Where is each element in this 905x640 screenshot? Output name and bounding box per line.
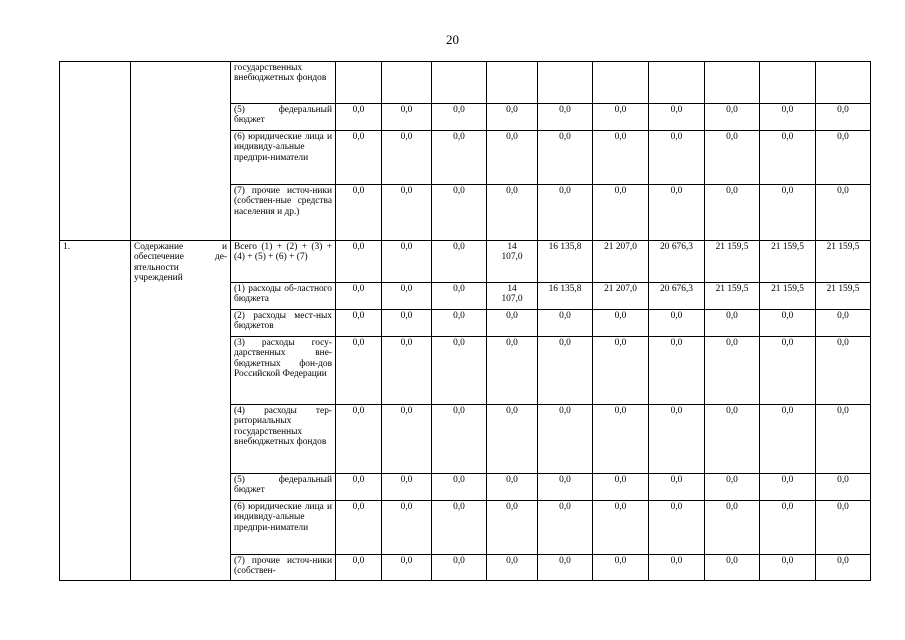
value-cell: 21 207,0 — [593, 283, 649, 310]
value-cell: 0,0 — [382, 104, 432, 131]
value-line: 107,0 — [501, 294, 523, 305]
value-cell: 0,0 — [382, 474, 432, 501]
value-cell: 0,0 — [593, 555, 649, 581]
value-cell: 0,0 — [432, 501, 487, 555]
value-cell: 21 159,5 — [705, 241, 760, 283]
value-cell — [816, 62, 871, 104]
source-cell: (2) расходы мест-ных бюджетов — [231, 310, 336, 337]
value-cell: 0,0 — [593, 337, 649, 405]
value-cell — [538, 62, 593, 104]
value-cell: 0,0 — [382, 185, 432, 241]
value-cell: 0,0 — [336, 131, 382, 185]
value-cell: 0,0 — [336, 283, 382, 310]
value-cell: 0,0 — [382, 283, 432, 310]
value-cell: 16 135,8 — [538, 241, 593, 283]
value-cell: 0,0 — [336, 241, 382, 283]
value-cell: 0,0 — [816, 104, 871, 131]
value-cell: 0,0 — [382, 310, 432, 337]
source-cell: (4) расходы тер-риториальных государственных внебюджетных фондов — [231, 405, 336, 474]
value-cell: 0,0 — [760, 104, 816, 131]
value-cell: 0,0 — [432, 474, 487, 501]
table-row — [60, 62, 871, 104]
value-cell: 0,0 — [705, 474, 760, 501]
value-cell: 0,0 — [649, 555, 705, 581]
value-cell: 0,0 — [705, 555, 760, 581]
value-line: 14 — [507, 284, 517, 294]
value-cell: 0,0 — [649, 185, 705, 241]
value-cell: 0,0 — [382, 131, 432, 185]
budget-table — [59, 61, 871, 581]
value-cell: 21 159,5 — [760, 241, 816, 283]
value-cell — [382, 62, 432, 104]
value-cell — [705, 62, 760, 104]
value-cell: 0,0 — [593, 474, 649, 501]
value-line: 14 — [507, 242, 517, 252]
value-cell: 0,0 — [336, 405, 382, 474]
value-cell: 0,0 — [760, 405, 816, 474]
value-cell: 16 135,8 — [538, 283, 593, 310]
value-cell: 0,0 — [538, 104, 593, 131]
value-cell: 0,0 — [705, 405, 760, 474]
value-cell: 0,0 — [538, 310, 593, 337]
source-cell: (7) прочие источ-ники (собствен-ные средства населения и др.) — [231, 185, 336, 241]
source-cell: (1) расходы об-ластного бюджета — [231, 283, 336, 310]
value-cell — [649, 62, 705, 104]
value-cell: 0,0 — [538, 501, 593, 555]
value-cell: 0,0 — [760, 337, 816, 405]
value-cell: 0,0 — [487, 310, 538, 337]
value-cell: 0,0 — [432, 310, 487, 337]
value-cell: 0,0 — [538, 337, 593, 405]
value-cell — [336, 62, 382, 104]
value-cell: 0,0 — [487, 185, 538, 241]
value-cell — [487, 241, 538, 283]
value-cell: 0,0 — [538, 555, 593, 581]
source-cell: (5) федеральный бюджет — [231, 104, 336, 131]
value-cell: 0,0 — [649, 501, 705, 555]
value-cell: 0,0 — [336, 474, 382, 501]
value-cell — [760, 62, 816, 104]
value-cell: 0,0 — [705, 310, 760, 337]
value-cell: 0,0 — [538, 474, 593, 501]
value-cell — [432, 62, 487, 104]
value-cell: 0,0 — [538, 131, 593, 185]
value-cell: 0,0 — [593, 131, 649, 185]
value-cell: 0,0 — [487, 474, 538, 501]
value-cell: 0,0 — [593, 310, 649, 337]
value-cell: 0,0 — [705, 337, 760, 405]
value-cell: 0,0 — [593, 405, 649, 474]
value-cell: 0,0 — [649, 474, 705, 501]
value-cell: 0,0 — [816, 501, 871, 555]
value-cell: 21 159,5 — [705, 283, 760, 310]
value-cell — [487, 62, 538, 104]
value-cell: 0,0 — [382, 241, 432, 283]
value-cell: 20 676,3 — [649, 241, 705, 283]
value-cell: 0,0 — [760, 131, 816, 185]
value-cell: 0,0 — [538, 405, 593, 474]
value-cell: 0,0 — [336, 555, 382, 581]
value-cell: 0,0 — [487, 131, 538, 185]
value-cell: 0,0 — [593, 104, 649, 131]
value-cell: 0,0 — [649, 405, 705, 474]
source-cell: (6) юридические лица и индивиду-альные предпри-ниматели — [231, 501, 336, 555]
value-cell: 0,0 — [432, 555, 487, 581]
name-cell — [131, 62, 231, 241]
value-cell: 0,0 — [538, 185, 593, 241]
item-name-cell: Содержание и обеспечение де-ятельности учреждений — [131, 241, 231, 581]
value-cell: 0,0 — [336, 501, 382, 555]
value-cell: 20 676,3 — [649, 283, 705, 310]
value-cell: 0,0 — [432, 405, 487, 474]
value-cell: 0,0 — [816, 185, 871, 241]
page-number: 20 — [446, 32, 459, 47]
value-cell: 0,0 — [432, 104, 487, 131]
value-cell: 21 159,5 — [816, 241, 871, 283]
value-cell — [487, 283, 538, 310]
value-cell: 0,0 — [336, 104, 382, 131]
value-cell: 0,0 — [382, 405, 432, 474]
value-cell: 0,0 — [760, 474, 816, 501]
value-cell: 0,0 — [649, 131, 705, 185]
source-cell: (5) федеральный бюджет — [231, 474, 336, 501]
value-cell: 0,0 — [649, 104, 705, 131]
value-cell: 0,0 — [760, 555, 816, 581]
number-cell — [60, 62, 131, 241]
source-cell: (3) расходы госу-дарственных вне-бюджетных фон-дов Российской Федерации — [231, 337, 336, 405]
value-cell: 0,0 — [649, 310, 705, 337]
value-cell: 0,0 — [432, 241, 487, 283]
value-cell: 0,0 — [816, 555, 871, 581]
value-cell: 0,0 — [432, 185, 487, 241]
value-cell: 0,0 — [487, 104, 538, 131]
value-cell: 0,0 — [382, 501, 432, 555]
value-cell: 0,0 — [593, 185, 649, 241]
value-cell: 0,0 — [816, 310, 871, 337]
value-cell: 0,0 — [432, 283, 487, 310]
value-cell: 0,0 — [760, 185, 816, 241]
value-cell: 0,0 — [760, 501, 816, 555]
source-cell: государственных внебюджетных фондов — [231, 62, 336, 104]
value-cell: 0,0 — [705, 185, 760, 241]
value-cell: 0,0 — [816, 474, 871, 501]
value-cell: 0,0 — [816, 337, 871, 405]
value-line: 107,0 — [501, 252, 523, 263]
value-cell: 0,0 — [487, 337, 538, 405]
value-cell: 0,0 — [816, 131, 871, 185]
value-cell: 0,0 — [705, 131, 760, 185]
value-cell — [593, 62, 649, 104]
value-cell: 0,0 — [705, 501, 760, 555]
source-cell: (6) юридические лица и индивиду-альные предпри-ниматели — [231, 131, 336, 185]
table-row — [60, 241, 871, 283]
value-cell: 0,0 — [382, 337, 432, 405]
value-cell: 0,0 — [432, 337, 487, 405]
value-cell: 0,0 — [336, 185, 382, 241]
value-cell: 21 207,0 — [593, 241, 649, 283]
value-cell: 0,0 — [432, 131, 487, 185]
source-cell: Всего (1) + (2) + (3) + (4) + (5) + (6) + (7) — [231, 241, 336, 283]
value-cell: 0,0 — [336, 337, 382, 405]
value-cell: 0,0 — [487, 405, 538, 474]
value-cell: 0,0 — [382, 555, 432, 581]
value-cell: 0,0 — [336, 310, 382, 337]
value-cell: 21 159,5 — [760, 283, 816, 310]
value-cell: 0,0 — [705, 104, 760, 131]
value-cell: 0,0 — [487, 555, 538, 581]
source-cell: (7) прочие источ-ники (собствен- — [231, 555, 336, 581]
value-cell: 0,0 — [593, 501, 649, 555]
value-cell: 0,0 — [816, 405, 871, 474]
item-number-cell: 1. — [60, 241, 131, 581]
value-cell: 0,0 — [487, 501, 538, 555]
value-cell: 0,0 — [649, 337, 705, 405]
value-cell: 21 159,5 — [816, 283, 871, 310]
value-cell: 0,0 — [760, 310, 816, 337]
